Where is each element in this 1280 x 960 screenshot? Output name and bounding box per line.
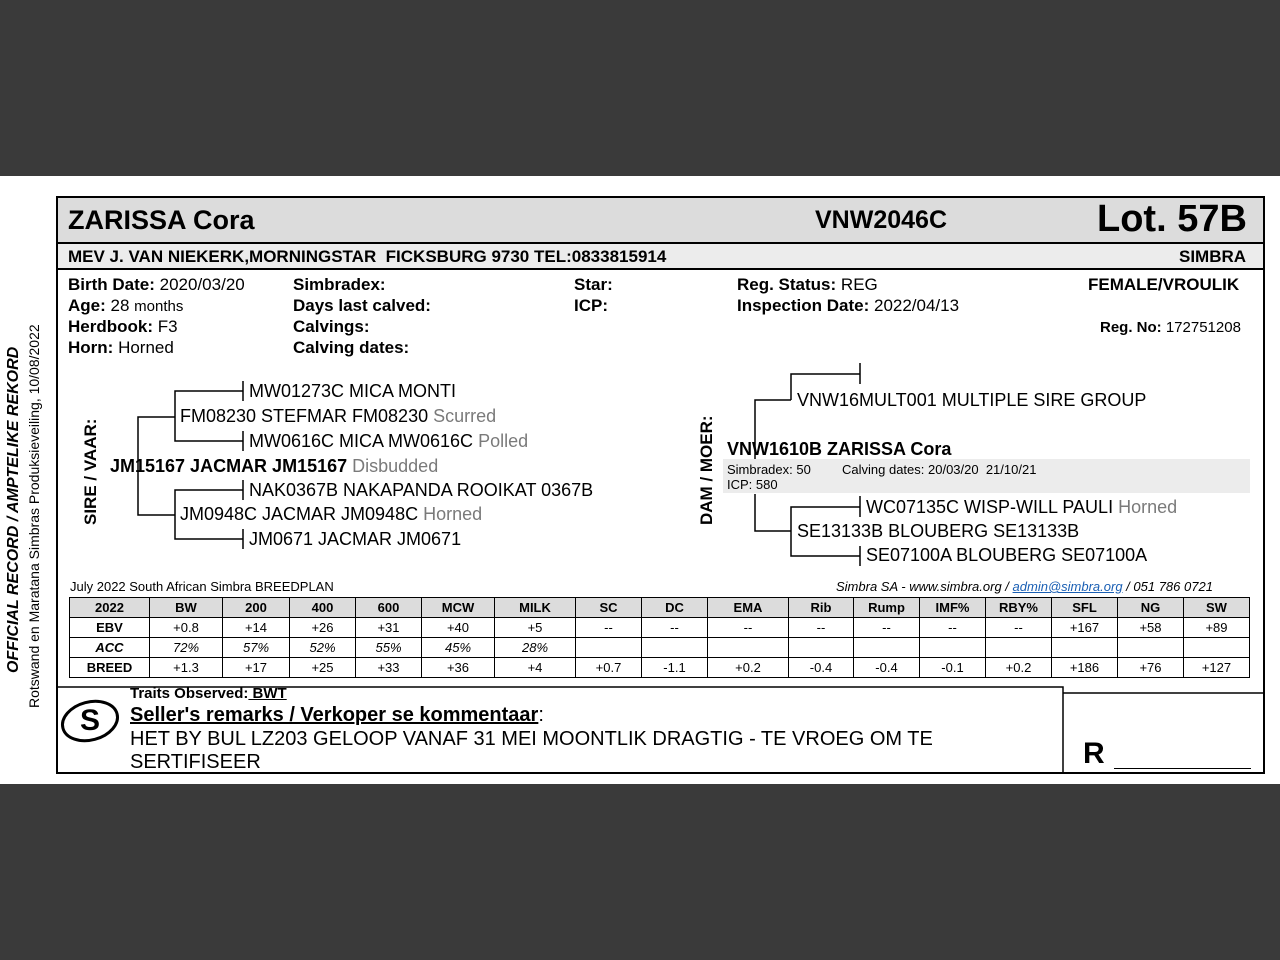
sire: JM15167 JACMAR JM15167 Disbudded bbox=[110, 456, 439, 476]
table-cell: +4 bbox=[495, 658, 576, 678]
age: Age: 28 months bbox=[68, 296, 184, 315]
sale-venue-label: Rotswand en Maratana Simbras Produksieveiling, 10/08/2022 bbox=[26, 324, 42, 708]
column-header: SW bbox=[1184, 598, 1250, 618]
table-cell: +33 bbox=[356, 658, 422, 678]
column-header: EMA bbox=[708, 598, 789, 618]
table-cell: -- bbox=[986, 618, 1052, 638]
table-cell: -- bbox=[576, 618, 642, 638]
table-cell: -- bbox=[920, 618, 986, 638]
breedplan-note: July 2022 South African Simbra BREEDPLAN bbox=[70, 579, 334, 594]
animal-id: VNW2046C bbox=[815, 206, 947, 234]
table-cell: -- bbox=[854, 618, 920, 638]
price-label: R bbox=[1083, 737, 1105, 770]
dam-dam-dam: SE07100A BLOUBERG SE07100A bbox=[866, 545, 1148, 565]
table-cell: -0.4 bbox=[854, 658, 920, 678]
email-link[interactable]: admin@simbra.org bbox=[1012, 579, 1123, 594]
days-last-calved-label: Days last calved: bbox=[293, 296, 431, 315]
table-cell: 72% bbox=[150, 638, 223, 658]
table-row bbox=[70, 618, 1250, 638]
column-header: 600 bbox=[356, 598, 422, 618]
icp-label: ICP: bbox=[574, 296, 608, 315]
traits-observed: Traits Observed: BWT bbox=[130, 685, 287, 702]
dam-section-label: DAM / MOER: bbox=[697, 415, 716, 525]
table-cell: +17 bbox=[223, 658, 290, 678]
remarks-line-1: HET BY BUL LZ203 GELOOP VANAF 31 MEI MOONTLIK DRAGTIG - TE VROEG OM TE bbox=[130, 728, 933, 750]
sire-sire-sire: MW01273C MICA MONTI bbox=[249, 381, 457, 401]
table-cell: -- bbox=[642, 618, 708, 638]
table-cell bbox=[576, 638, 642, 658]
official-record-label: OFFICIAL RECORD / AMPTELIKE REKORD bbox=[5, 346, 22, 673]
table-cell bbox=[642, 638, 708, 658]
sire-section-label: SIRE / VAAR: bbox=[81, 418, 100, 525]
table-cell: +40 bbox=[422, 618, 495, 638]
catalog-sheet bbox=[0, 176, 1280, 784]
table-cell: +127 bbox=[1184, 658, 1250, 678]
sire-sire: FM08230 STEFMAR FM08230 Scurred bbox=[180, 406, 497, 426]
dam-dam-sire: WC07135C WISP-WILL PAULI Horned bbox=[866, 497, 1178, 517]
calvings-label: Calvings: bbox=[293, 317, 370, 336]
table-cell: 57% bbox=[223, 638, 290, 658]
column-header: Rib bbox=[789, 598, 854, 618]
table-cell: +186 bbox=[1052, 658, 1118, 678]
table-cell: +14 bbox=[223, 618, 290, 638]
table-cell: -0.4 bbox=[789, 658, 854, 678]
table-cell: +167 bbox=[1052, 618, 1118, 638]
table-cell: +25 bbox=[290, 658, 356, 678]
table-cell: -1.1 bbox=[642, 658, 708, 678]
birth-date: Birth Date: 2020/03/20 bbox=[68, 275, 245, 294]
table-cell bbox=[920, 638, 986, 658]
table-cell bbox=[1052, 638, 1118, 658]
column-header: IMF% bbox=[920, 598, 986, 618]
column-header: DC bbox=[642, 598, 708, 618]
lot-number: Lot. 57B bbox=[1097, 198, 1247, 240]
dam-calving-dates: Calving dates: 20/03/20 21/10/21 bbox=[842, 462, 1037, 477]
dam-dam: SE13133B BLOUBERG SE13133B bbox=[797, 521, 1080, 541]
column-header: SC bbox=[576, 598, 642, 618]
dam-sire: VNW16MULT001 MULTIPLE SIRE GROUP bbox=[797, 390, 1147, 410]
column-header: MILK bbox=[495, 598, 576, 618]
remarks-title: Seller's remarks / Verkoper se kommentaar: bbox=[130, 704, 544, 726]
table-cell: +58 bbox=[1118, 618, 1184, 638]
column-header: 2022 bbox=[70, 598, 150, 618]
table-cell: +0.2 bbox=[708, 658, 789, 678]
column-header: MCW bbox=[422, 598, 495, 618]
column-header: NG bbox=[1118, 598, 1184, 618]
table-cell: EBV bbox=[70, 618, 150, 638]
inspection-date: Inspection Date: 2022/04/13 bbox=[737, 296, 960, 315]
table-cell: 55% bbox=[356, 638, 422, 658]
logo-letter: S bbox=[79, 704, 101, 737]
reg-number: Reg. No: 172751208 bbox=[1100, 319, 1241, 336]
table-cell: +26 bbox=[290, 618, 356, 638]
table-cell: +0.7 bbox=[576, 658, 642, 678]
table-cell: BREED bbox=[70, 658, 150, 678]
table-cell: -- bbox=[708, 618, 789, 638]
owner-line: MEV J. VAN NIEKERK,MORNINGSTAR FICKSBURG 9730 TEL:0833815914 bbox=[68, 247, 667, 266]
table-header-row bbox=[70, 598, 1250, 618]
column-header: RBY% bbox=[986, 598, 1052, 618]
table-cell bbox=[708, 638, 789, 658]
simbradex-label: Simbradex: bbox=[293, 275, 386, 294]
column-header: 400 bbox=[290, 598, 356, 618]
column-header: 200 bbox=[223, 598, 290, 618]
table-cell bbox=[789, 638, 854, 658]
table-cell bbox=[986, 638, 1052, 658]
remarks-line-2: SERTIFISEER bbox=[130, 751, 261, 773]
table-cell bbox=[1184, 638, 1250, 658]
column-header: Rump bbox=[854, 598, 920, 618]
table-cell bbox=[1118, 638, 1184, 658]
ebv-table bbox=[69, 597, 1250, 678]
breed-label: SIMBRA bbox=[1179, 247, 1247, 266]
table-cell: -0.1 bbox=[920, 658, 986, 678]
table-cell: +31 bbox=[356, 618, 422, 638]
table-cell bbox=[854, 638, 920, 658]
table-cell: +0.2 bbox=[986, 658, 1052, 678]
table-cell: +1.3 bbox=[150, 658, 223, 678]
price-entry-line[interactable] bbox=[1114, 768, 1251, 769]
table-cell: 28% bbox=[495, 638, 576, 658]
star-label: Star: bbox=[574, 275, 613, 294]
sex-label: FEMALE/VROULIK bbox=[1088, 275, 1240, 294]
table-cell: ACC bbox=[70, 638, 150, 658]
table-cell: -- bbox=[789, 618, 854, 638]
column-header: BW bbox=[150, 598, 223, 618]
table-row bbox=[70, 658, 1250, 678]
table-cell: +76 bbox=[1118, 658, 1184, 678]
dam-name: VNW1610B ZARISSA Cora bbox=[727, 439, 952, 459]
table-cell: 45% bbox=[422, 638, 495, 658]
dam-simbradex: Simbradex: 50 bbox=[727, 462, 811, 477]
breedplan-contact: Simbra SA - www.simbra.org / admin@simbra.org / 051 786 0721 bbox=[836, 579, 1213, 594]
sire-sire-dam: MW0616C MICA MW0616C Polled bbox=[249, 431, 529, 451]
table-cell: +36 bbox=[422, 658, 495, 678]
reg-status: Reg. Status: REG bbox=[737, 275, 878, 294]
table-cell: +89 bbox=[1184, 618, 1250, 638]
horn-status: Horn: Horned bbox=[68, 338, 174, 357]
table-cell: +0.8 bbox=[150, 618, 223, 638]
sire-dam-dam: JM0671 JACMAR JM0671 bbox=[249, 529, 462, 549]
herdbook: Herdbook: F3 bbox=[68, 317, 178, 336]
table-cell: 52% bbox=[290, 638, 356, 658]
column-header: SFL bbox=[1052, 598, 1118, 618]
calving-dates-label: Calving dates: bbox=[293, 338, 410, 357]
animal-name: ZARISSA Cora bbox=[68, 205, 255, 235]
table-row bbox=[70, 638, 1250, 658]
simbra-logo bbox=[58, 696, 124, 746]
sire-dam: JM0948C JACMAR JM0948C Horned bbox=[180, 504, 483, 524]
dam-icp: ICP: 580 bbox=[727, 477, 778, 492]
sire-dam-sire: NAK0367B NAKAPANDA ROOIKAT 0367B bbox=[249, 480, 594, 500]
table-cell: +5 bbox=[495, 618, 576, 638]
